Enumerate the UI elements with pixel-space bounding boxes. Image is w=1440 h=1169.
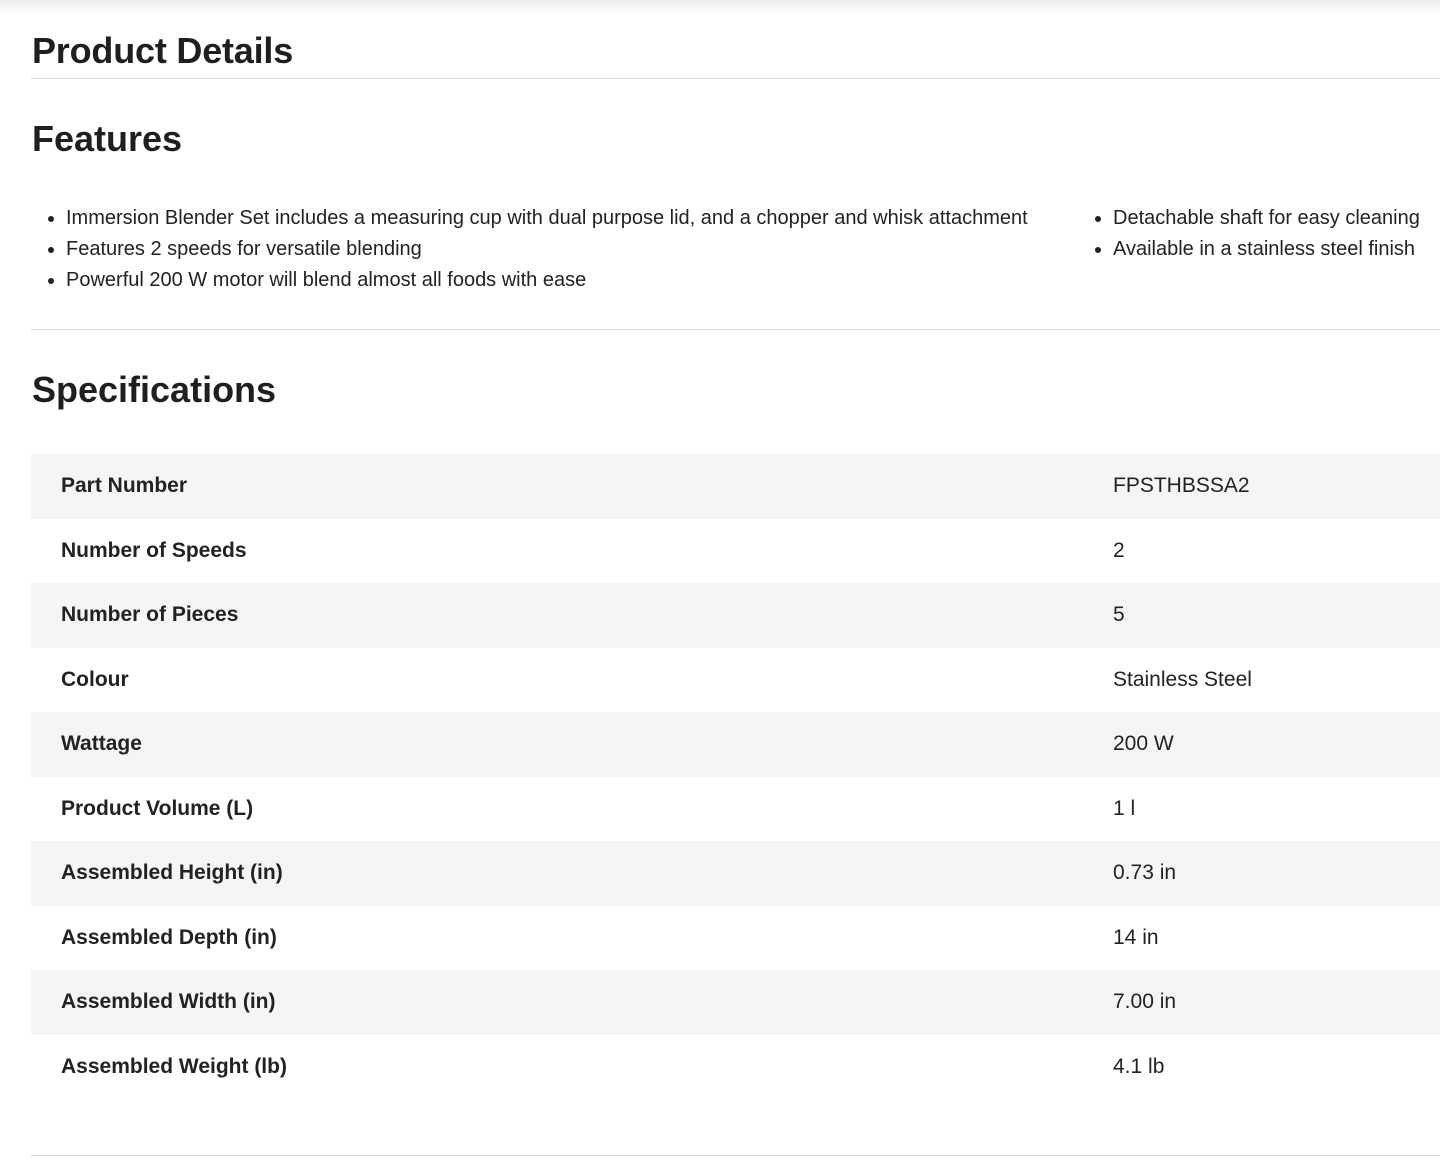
bullet-icon bbox=[1095, 216, 1101, 222]
feature-item bbox=[1078, 234, 1420, 265]
spec-row-part-number bbox=[31, 454, 1440, 519]
spec-label: Number of Pieces bbox=[31, 583, 1113, 648]
bullet-icon bbox=[48, 278, 54, 284]
divider bbox=[31, 78, 1440, 79]
feature-item bbox=[31, 234, 1028, 265]
feature-item bbox=[31, 265, 1028, 296]
features-list-right bbox=[1078, 203, 1420, 265]
spec-value: 2 bbox=[1113, 519, 1440, 584]
spec-value: 7.00 in bbox=[1113, 970, 1440, 1035]
spec-label: Assembled Width (in) bbox=[31, 970, 1113, 1035]
spec-row-number-of-pieces bbox=[31, 583, 1440, 648]
bullet-icon bbox=[48, 247, 54, 253]
feature-text: Powerful 200 W motor will blend almost all foods with ease bbox=[66, 269, 587, 291]
spec-row-assembled-height bbox=[31, 841, 1440, 906]
spec-label: Part Number bbox=[31, 454, 1113, 519]
feature-item bbox=[31, 203, 1028, 234]
spec-value: 0.73 in bbox=[1113, 841, 1440, 906]
spec-row-wattage bbox=[31, 712, 1440, 777]
spec-row-assembled-width bbox=[31, 970, 1440, 1035]
spec-label: Assembled Depth (in) bbox=[31, 906, 1113, 971]
feature-item bbox=[1078, 203, 1420, 234]
spec-value: 1 l bbox=[1113, 777, 1440, 842]
spec-value: Stainless Steel bbox=[1113, 648, 1440, 713]
spec-value: 4.1 lb bbox=[1113, 1035, 1440, 1100]
feature-text: Available in a stainless steel finish bbox=[1113, 238, 1416, 260]
spec-value: 5 bbox=[1113, 583, 1440, 648]
spec-label: Colour bbox=[31, 648, 1113, 713]
feature-text: Detachable shaft for easy cleaning bbox=[1113, 207, 1420, 229]
spec-label: Assembled Height (in) bbox=[31, 841, 1113, 906]
spec-label: Wattage bbox=[31, 712, 1113, 777]
features-heading: Features bbox=[32, 118, 183, 159]
divider bbox=[31, 1155, 1440, 1156]
spec-row-product-volume bbox=[31, 777, 1440, 842]
spec-label: Number of Speeds bbox=[31, 519, 1113, 584]
specifications-heading: Specifications bbox=[32, 369, 277, 410]
spec-label: Product Volume (L) bbox=[31, 777, 1113, 842]
spec-row-colour bbox=[31, 648, 1440, 713]
spec-row-assembled-weight bbox=[31, 1035, 1440, 1100]
features-list-left bbox=[31, 203, 1028, 296]
spec-row-assembled-depth bbox=[31, 906, 1440, 971]
spec-value: FPSTHBSSA2 bbox=[1113, 454, 1440, 519]
page-title: Product Details bbox=[32, 30, 294, 71]
spec-row-number-of-speeds bbox=[31, 519, 1440, 584]
spec-value: 14 in bbox=[1113, 906, 1440, 971]
feature-text: Immersion Blender Set includes a measuring cup with dual purpose lid, and a chopper and whisk attachment bbox=[66, 207, 1028, 229]
spec-value: 200 W bbox=[1113, 712, 1440, 777]
spec-label: Assembled Weight (lb) bbox=[31, 1035, 1113, 1100]
specifications-table bbox=[31, 454, 1440, 1099]
top-shadow bbox=[0, 0, 1440, 14]
divider bbox=[31, 329, 1440, 330]
bullet-icon bbox=[48, 216, 54, 222]
bullet-icon bbox=[1095, 247, 1101, 253]
feature-text: Features 2 speeds for versatile blending bbox=[66, 238, 422, 260]
